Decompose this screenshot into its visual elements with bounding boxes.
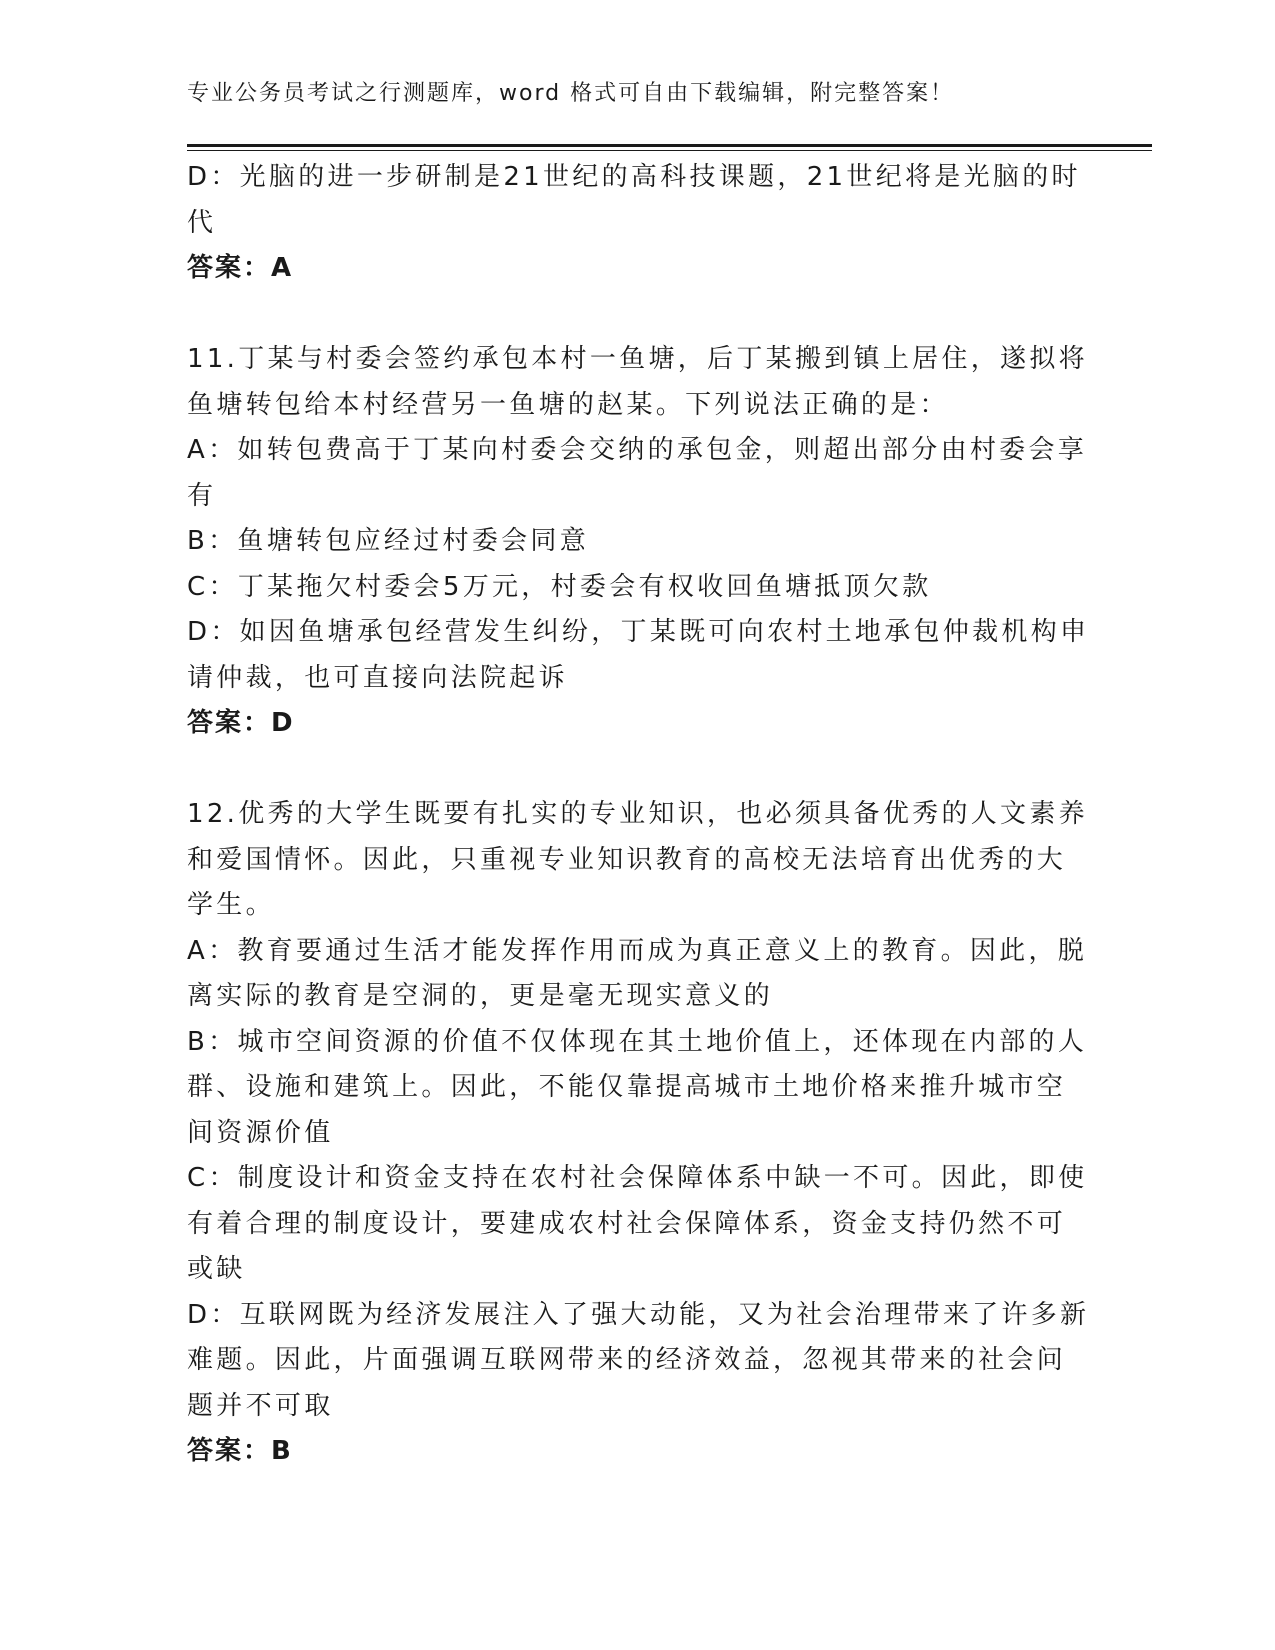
q11-option-a-line-1: A：如转包费高于丁某向村委会交纳的承包金，则超出部分由村委会享: [187, 435, 1088, 465]
q12-option-c-line-2: 有着合理的制度设计，要建成农村社会保障体系，资金支持仍然不可: [187, 1208, 1067, 1239]
q11-option-d-line-1: D：如因鱼塘承包经营发生纠纷，丁某既可向农村土地承包仲裁机构申: [187, 617, 1090, 647]
q12-stem-line-3: 学生。: [187, 890, 275, 920]
spacer: [187, 747, 1087, 793]
q11-option-c: C：丁某拖欠村委会5万元，村委会有权收回鱼塘抵顶欠款: [187, 571, 932, 602]
q12-option-d-line-1: D：互联网既为经济发展注入了强大动能，又为社会治理带来了许多新: [187, 1299, 1090, 1330]
q11-stem-line-2: 鱼塘转包给本村经营另一鱼塘的赵某。下列说法正确的是：: [187, 389, 949, 420]
q12-option-c-line-1: C：制度设计和资金支持在农村社会保障体系中缺一不可。因此，即使: [187, 1163, 1088, 1193]
q12-option-d-line-2: 难题。因此，片面强调互联网带来的经济效益，忽视其带来的社会问: [187, 1345, 1067, 1375]
q11-answer: 答案：D: [187, 708, 295, 738]
q12-stem-line-1: 12.优秀的大学生既要有扎实的专业知识，也必须具备优秀的人文素养: [187, 799, 1088, 829]
q11-option-b: B：鱼塘转包应经过村委会同意: [187, 526, 590, 556]
question-content: [187, 155, 1090, 1475]
q12-option-a-line-2: 离实际的教育是空洞的，更是毫无现实意义的: [187, 981, 774, 1011]
header-note: 专业公务员考试之行测题库，word 格式可自由下载编辑，附完整答案！: [187, 81, 955, 106]
q10-option-d-line-1: D：光脑的进一步研制是21世纪的高科技课题，21世纪将是光脑的时: [187, 162, 1081, 192]
q12-option-b-line-1: B：城市空间资源的价值不仅体现在其土地价值上，还体现在内部的人: [187, 1026, 1088, 1057]
q12-stem-line-2: 和爱国情怀。因此，只重视专业知识教育的高校无法培育出优秀的大: [187, 844, 1067, 875]
q12-answer: 答案：B: [187, 1436, 293, 1466]
q11-option-d-line-2: 请仲裁，也可直接向法院起诉: [187, 662, 568, 693]
q12-option-a-line-1: A：教育要通过生活才能发挥作用而成为真正意义上的教育。因此，脱: [187, 935, 1088, 966]
q12-option-b-line-2: 群、设施和建筑上。因此，不能仅靠提高城市土地价格来推升城市空: [187, 1072, 1067, 1102]
header-rule-thin: [187, 150, 1152, 151]
q10-answer: 答案：A: [187, 253, 294, 283]
q11-option-a-line-2: 有: [187, 480, 217, 511]
spacer: [187, 292, 1087, 338]
q10-option-d-line-2: 代: [187, 207, 217, 238]
header-rule-thick: [187, 144, 1152, 147]
q11-stem-line-1: 11.丁某与村委会签约承包本村一鱼塘，后丁某搬到镇上居住，遂拟将: [187, 344, 1088, 374]
q12-option-d-line-3: 题并不可取: [187, 1390, 334, 1421]
q12-option-b-line-3: 间资源价值: [187, 1117, 334, 1148]
q12-option-c-line-3: 或缺: [187, 1254, 246, 1284]
